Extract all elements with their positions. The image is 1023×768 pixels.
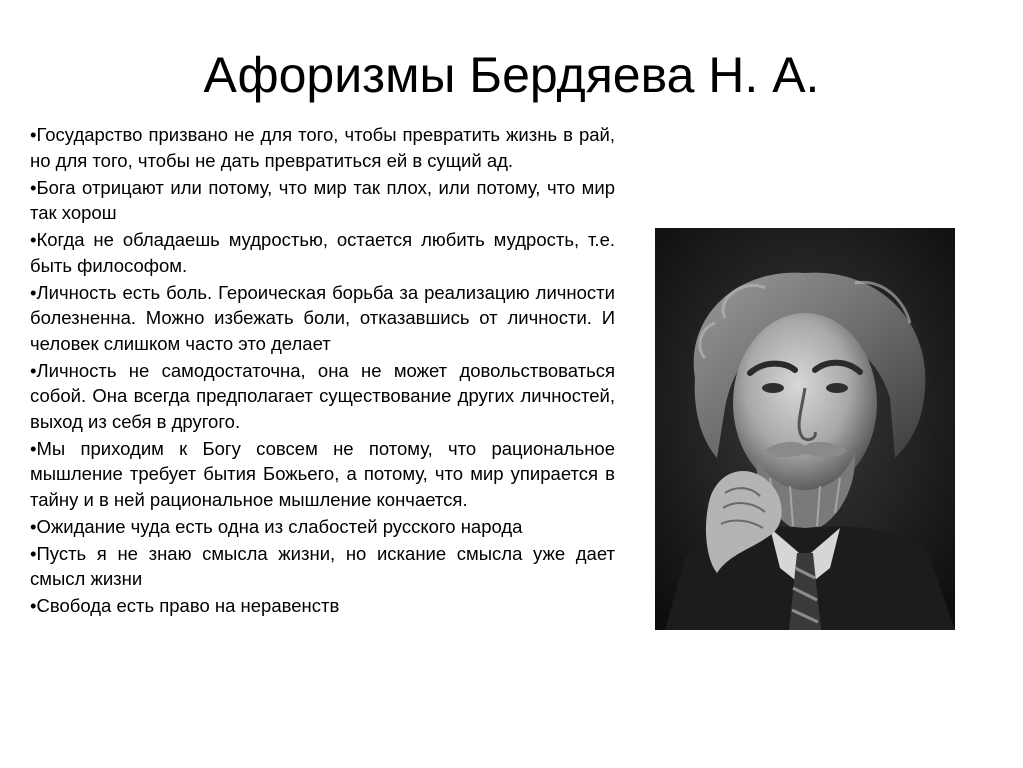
aphorism-text: Пусть я не знаю смысла жизни, но искание смысла уже дает смысл жизни	[30, 542, 615, 589]
bullet-icon: •	[30, 124, 37, 145]
aphorism-text: Бога отрицают или потому, что мир так плох, или потому, что мир так хорош	[30, 176, 615, 223]
bullet-icon: •	[30, 229, 37, 250]
aphorism-item	[30, 436, 615, 513]
bullet-icon: •	[30, 176, 37, 198]
aphorism-item	[30, 175, 615, 226]
aphorism-text: Когда не обладаешь мудростью, остается любить мудрость, т.е. быть философом.	[30, 229, 615, 276]
bullet-icon: •	[30, 437, 37, 459]
aphorism-item	[30, 358, 615, 435]
bullet-icon: •	[30, 542, 37, 564]
aphorism-text: Ожидание чуда есть одна из слабостей русского народа	[36, 515, 523, 537]
aphorism-text: Государство призвано не для того, чтобы превратить жизнь в рай, но для того, чтобы не дать превратиться ей в сущий ад.	[30, 124, 615, 171]
bullet-icon: •	[30, 281, 37, 303]
aphorism-text: Личность есть боль. Героическая борьба за реализацию личности болезненна. Можно избежать боли, отказавшись от личности. И человек слишком часто это делает	[30, 281, 615, 354]
bullet-icon: •	[30, 595, 37, 616]
aphorism-text: Мы приходим к Богу совсем не потому, что рациональное мышление требует бытия Божьего, а потому, что мир упирается в тайну и в ней рациональное мышление кончается.	[30, 437, 615, 510]
aphorism-item	[30, 280, 615, 357]
portrait-photo	[655, 228, 955, 630]
slide-title: Афоризмы Бердяева Н. А.	[203, 47, 820, 103]
aphorism-item	[30, 514, 615, 540]
aphorism-list	[30, 122, 615, 620]
bullet-icon: •	[30, 359, 37, 381]
aphorism-item	[30, 227, 615, 278]
bullet-icon: •	[30, 515, 37, 537]
aphorism-item	[30, 122, 615, 173]
aphorism-text: Личность не самодостаточна, она не может довольствоваться собой. Она всегда предполагает существование других личностей, выход из себя в другого.	[30, 359, 615, 432]
aphorism-text: Свобода есть право на неравенств	[36, 595, 340, 616]
aphorism-item	[30, 593, 615, 619]
aphorism-item	[30, 541, 615, 592]
